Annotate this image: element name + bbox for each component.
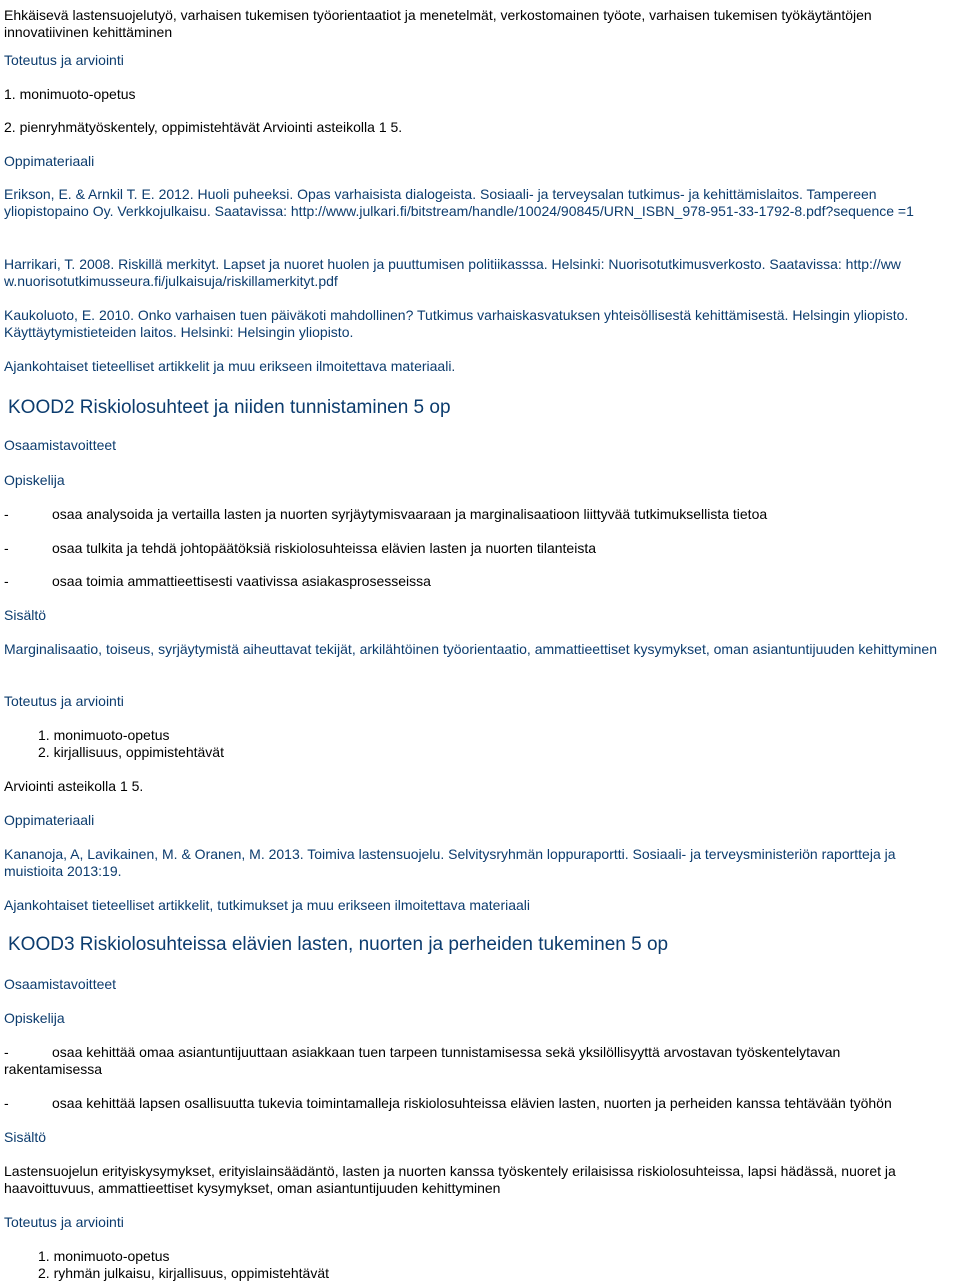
kood3-toteutus-item-1: 1. monimuoto-opetus	[38, 1248, 170, 1264]
kood2-reference-kananoja: Kananoja, A, Lavikainen, M. & Oranen, M. 2013. Toimiva lastensuojelu. Selvitysryhmän loppuraportti. Sosiaali- ja terveysministeriön raportteja ja muistioita 2013:19.	[4, 846, 896, 879]
reference-link-nuorisotutkimusseura[interactable]: http://ww w.nuorisotutkimusseura.fi/julkaisuja/riskillamerkityt.pdf	[4, 256, 901, 289]
kood2-goal-dash-1: -	[4, 506, 9, 522]
kood2-oppimateriaali-heading: Oppimateriaali	[4, 812, 95, 828]
reference-harrikari: Harrikari, T. 2008. Riskillä merkityt. Lapset ja nuoret huolen ja puuttumisen politiikasssa. Helsinki: Nuorisotutkimusverkosto. Saatavissa: http://ww w.nuorisotutkimusseura.fi/julkaisuja/riskillamerkityt.pdf	[4, 256, 901, 289]
kood2-goal-3: osaa toimia ammattieettisesti vaativissa asiakasprosesseissa	[52, 573, 431, 589]
reference-erikson: Erikson, E. & Arnkil T. E. 2012. Huoli puheeksi. Opas varhaisista dialogeista. Sosiaali- ja terveysalan tutkimus- ja kehittämislaitos. Tampereen yliopistopaino Oy. Verkkojulkaisu. Saatavissa: http://www.julkari.fi/bitstream/handle/10024/90845/URN_ISBN_978-951-33-1792-8.pdf?sequence =1	[4, 186, 914, 219]
toteutus-item-1: 1. monimuoto-opetus	[4, 86, 136, 102]
intro-paragraph: Ehkäisevä lastensuojelutyö, varhaisen tukemisen työorientaatiot ja menetelmät, verkostomainen työote, varhaisen tukemisen työkäytäntöjen innovatiivinen kehittäminen	[4, 7, 872, 40]
kood2-arviointi: Arviointi asteikolla 1 5.	[4, 778, 144, 794]
kood3-sisalto: Lastensuojelun erityiskysymykset, erityislainsäädäntö, lasten ja nuorten kanssa työskentely erilaisissa riskiolosuhteissa, lapsi hädässä, nuoret ja haavoittuvuus, ammattieettiset kysymykset, oman asiantuntijuuden kehittyminen	[4, 1163, 896, 1196]
toteutus-item-2: 2. pienryhmätyöskentely, oppimistehtävät Arviointi asteikolla 1 5.	[4, 119, 403, 135]
kood3-osaamistavoitteet: Osaamistavoitteet	[4, 976, 117, 992]
kood3-toteutus-heading: Toteutus ja arviointi	[4, 1214, 124, 1230]
kood3-goal-1-cont: rakentamisessa	[4, 1061, 103, 1077]
reference-link-julkari[interactable]: http://www.julkari.fi/bitstream/handle/10024/90845/URN_ISBN_978-951-33-1792-8.pdf?sequence =1	[290, 203, 914, 219]
kood3-goal-1: osaa kehittää omaa asiantuntijuuttaan asiakkaan tuen tarpeen tunnistamisessa sekä yksilöllisyyttä arvostavan työskentelytavan	[52, 1044, 841, 1060]
kood2-goal-2: osaa tulkita ja tehdä johtopäätöksiä riskiolosuhteissa elävien lasten ja nuorten tilanteista	[52, 540, 597, 556]
kood2-title: KOOD2 Riskiolosuhteet ja niiden tunnistaminen 5 op	[8, 397, 451, 418]
kood2-sisalto: Marginalisaatio, toiseus, syrjäytymistä aiheuttavat tekijät, arkilähtöinen työorientaatio, ammattieettiset kysymykset, oman asiantuntijuuden kehittyminen	[4, 641, 938, 657]
kood2-toteutus-heading: Toteutus ja arviointi	[4, 693, 124, 709]
kood3-goal-2: osaa kehittää lapsen osallisuutta tukevia toimintamalleja riskiolosuhteissa elävien lasten, nuorten ja perheiden kanssa tehtävään työhön	[52, 1095, 892, 1111]
oppimateriaali-heading-1: Oppimateriaali	[4, 153, 95, 169]
kood3-sisalto-heading: Sisältö	[4, 1129, 47, 1145]
kood3-goal-dash-2: -	[4, 1095, 9, 1111]
kood3-goal-dash-1: -	[4, 1044, 9, 1060]
kood2-ajankohtaiset: Ajankohtaiset tieteelliset artikkelit, tutkimukset ja muu erikseen ilmoitettava materiaali	[4, 897, 531, 913]
ajankohtaiset-1: Ajankohtaiset tieteelliset artikkelit ja muu erikseen ilmoitettava materiaali.	[4, 358, 456, 374]
kood2-toteutus-item-1: 1. monimuoto-opetus	[38, 727, 170, 743]
kood3-toteutus-item-2: 2. ryhmän julkaisu, kirjallisuus, oppimistehtävät	[38, 1265, 330, 1281]
kood3-opiskelija: Opiskelija	[4, 1010, 65, 1026]
kood2-goal-1: osaa analysoida ja vertailla lasten ja nuorten syrjäytymisvaaraan ja marginalisaatioon liittyvää tutkimuksellista tietoa	[52, 506, 768, 522]
reference-kaukoluoto: Kaukoluoto, E. 2010. Onko varhaisen tuen päiväkoti mahdollinen? Tutkimus varhaiskasvatuksen yhteisöllisestä kehittämisestä. Helsingin yliopisto. Käyttäytymistieteiden laitos. Helsinki: Helsingin yliopisto.	[4, 307, 909, 340]
toteutus-heading-1: Toteutus ja arviointi	[4, 52, 124, 68]
kood2-osaamistavoitteet: Osaamistavoitteet	[4, 437, 117, 453]
kood2-goal-dash-2: -	[4, 540, 9, 556]
kood3-title: KOOD3 Riskiolosuhteissa elävien lasten, nuorten ja perheiden tukeminen 5 op	[8, 934, 669, 955]
kood2-opiskelija: Opiskelija	[4, 472, 65, 488]
kood2-toteutus-item-2: 2. kirjallisuus, oppimistehtävät	[38, 744, 224, 760]
kood2-goal-dash-3: -	[4, 573, 9, 589]
kood2-sisalto-heading: Sisältö	[4, 607, 47, 623]
